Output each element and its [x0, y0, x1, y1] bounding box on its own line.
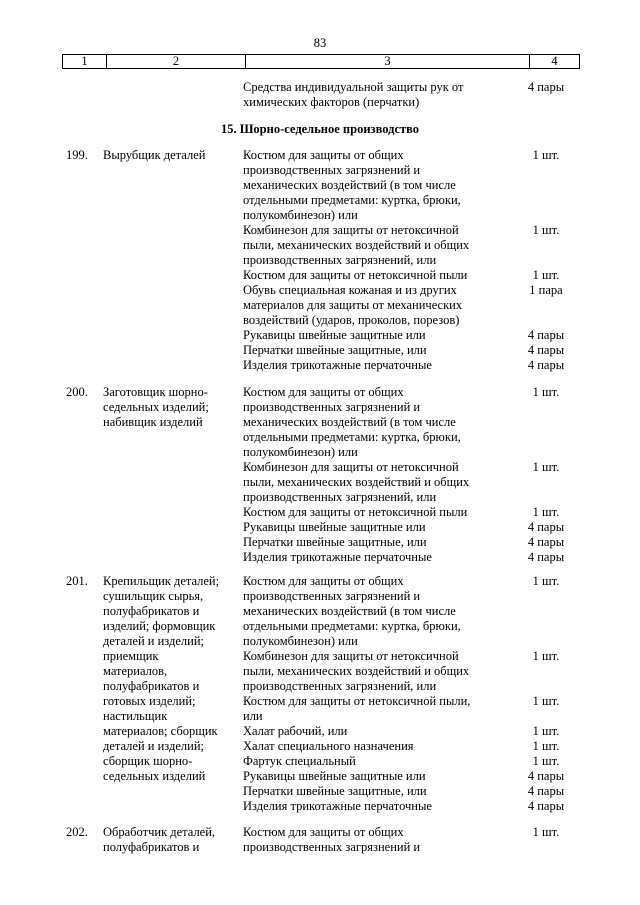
job-title-line: приемщик	[103, 649, 159, 663]
job-title-line: Крепильщик деталей;	[103, 574, 220, 588]
item-description-line: Фартук специальный	[243, 754, 356, 768]
item-description-line: механических воздействий (в том числе	[243, 415, 456, 429]
job-title-line: материалов,	[103, 664, 168, 678]
item-description-line: отдельными предметами: куртка, брюки,	[243, 193, 461, 207]
item-description-line: полукомбинезон) или	[243, 445, 358, 459]
job-title-line: Заготовщик шорно-	[103, 385, 208, 399]
job-title-line: Вырубщик деталей	[103, 148, 206, 162]
item-quantity: 1 пара	[529, 283, 563, 297]
item-description-line: пыли, механических воздействий и общих	[243, 664, 470, 678]
job-title-line: готовых изделий;	[103, 694, 196, 708]
item-quantity: 4 пары	[527, 343, 565, 357]
job-title-line: седельных изделий	[103, 769, 206, 783]
item-description-line: Перчатки швейные защитные, или	[243, 784, 427, 798]
item-quantity: 1 шт.	[532, 460, 560, 474]
job-title-line: седельных изделий;	[103, 400, 209, 414]
job-title-line: деталей и изделий;	[103, 634, 204, 648]
item-description-line: Перчатки швейные защитные, или	[243, 343, 427, 357]
item-description-line: производственных загрязнений и	[243, 163, 421, 177]
page-number: 83	[313, 36, 327, 50]
job-title-line: настильщик	[103, 709, 168, 723]
item-quantity: 4 пары	[527, 799, 565, 813]
job-title-line: изделий; формовщик	[103, 619, 216, 633]
item-description-line: Рукавицы швейные защитные или	[243, 328, 426, 342]
item-quantity: 1 шт.	[532, 385, 560, 399]
item-description-line: пыли, механических воздействий и общих	[243, 475, 470, 489]
item-description-line: Перчатки швейные защитные, или	[243, 535, 427, 549]
section-title: 15. Шорно-седельное производство	[220, 122, 420, 136]
entry-number: 199.	[66, 148, 88, 162]
item-description-line: Халат специального назначения	[243, 739, 414, 753]
item-quantity: 4 пары	[527, 520, 565, 534]
job-title-line: материалов; сборщик	[103, 724, 218, 738]
entry-number: 200.	[66, 385, 88, 399]
item-quantity: 1 шт.	[532, 223, 560, 237]
item-description-line: Костюм для защиты от общих	[243, 385, 404, 399]
item-quantity: 1 шт.	[532, 724, 560, 738]
item-description-line: производственных загрязнений и	[243, 400, 421, 414]
entry-number: 202.	[66, 825, 88, 839]
item-quantity: 4 пары	[527, 535, 565, 549]
item-description-line: производственных загрязнений и	[243, 589, 421, 603]
item-description-line: химических факторов (перчатки)	[243, 95, 420, 109]
item-description-line: полукомбинезон) или	[243, 208, 358, 222]
item-quantity: 1 шт.	[532, 649, 560, 663]
job-title-line: полуфабрикатов и	[103, 840, 200, 854]
job-title-line: деталей и изделий;	[103, 739, 204, 753]
item-description-line: Комбинезон для защиты от нетоксичной	[243, 223, 459, 237]
job-title-line: полуфабрикатов и	[103, 679, 200, 693]
item-description-line: пыли, механических воздействий и общих	[243, 238, 470, 252]
item-quantity: 4 пары	[527, 328, 565, 342]
item-quantity: 1 шт.	[532, 148, 560, 162]
item-description-line: Костюм для защиты от общих	[243, 148, 404, 162]
entry-number: 201.	[66, 574, 88, 588]
item-description-line: производственных загрязнений, или	[243, 253, 437, 267]
item-description-line: Обувь специальная кожаная и из других	[243, 283, 457, 297]
item-description-line: отдельными предметами: куртка, брюки,	[243, 430, 461, 444]
job-title-line: сушильщик сырья,	[103, 589, 204, 603]
item-description-line: Комбинезон для защиты от нетоксичной	[243, 649, 459, 663]
job-title-line: полуфабрикатов и	[103, 604, 200, 618]
item-description-line: Комбинезон для защиты от нетоксичной	[243, 460, 459, 474]
item-description-line: Костюм для защиты от нетоксичной пыли	[243, 268, 468, 282]
item-description-line: или	[243, 709, 263, 723]
item-description-line: производственных загрязнений, или	[243, 490, 437, 504]
item-description-line: производственных загрязнений, или	[243, 679, 437, 693]
column-header-2: 2	[106, 55, 245, 68]
item-description-line: механических воздействий (в том числе	[243, 178, 456, 192]
item-description-line: Средства индивидуальной защиты рук от	[243, 80, 464, 94]
item-quantity: 1 шт.	[532, 574, 560, 588]
item-description-line: Костюм для защиты от нетоксичной пыли,	[243, 694, 471, 708]
item-quantity: 4 пары	[527, 358, 565, 372]
item-quantity: 1 шт.	[532, 268, 560, 282]
item-description-line: материалов для защиты от механических	[243, 298, 463, 312]
item-quantity: 1 шт.	[532, 825, 560, 839]
job-title-line: набивщик изделий	[103, 415, 203, 429]
item-quantity: 4 пары	[527, 80, 565, 94]
item-description-line: Рукавицы швейные защитные или	[243, 769, 426, 783]
item-quantity: 4 пары	[527, 550, 565, 564]
item-description-line: Костюм для защиты от общих	[243, 825, 404, 839]
column-header-4: 4	[529, 55, 579, 68]
item-quantity: 1 шт.	[532, 694, 560, 708]
item-quantity: 1 шт.	[532, 739, 560, 753]
job-title-line: Обработчик деталей,	[103, 825, 216, 839]
column-header-row	[62, 54, 580, 69]
job-title-line: сборщик шорно-	[103, 754, 193, 768]
item-description-line: Халат рабочий, или	[243, 724, 348, 738]
item-description-line: воздействий (ударов, проколов, порезов)	[243, 313, 460, 327]
item-quantity: 4 пары	[527, 769, 565, 783]
column-header-3: 3	[245, 55, 529, 68]
item-description-line: полукомбинезон) или	[243, 634, 358, 648]
item-description-line: Рукавицы швейные защитные или	[243, 520, 426, 534]
item-description-line: отдельными предметами: куртка, брюки,	[243, 619, 461, 633]
item-quantity: 4 пары	[527, 784, 565, 798]
item-quantity: 1 шт.	[532, 754, 560, 768]
item-description-line: Изделия трикотажные перчаточные	[243, 550, 432, 564]
item-description-line: механических воздействий (в том числе	[243, 604, 456, 618]
item-description-line: Изделия трикотажные перчаточные	[243, 799, 432, 813]
item-description-line: производственных загрязнений и	[243, 840, 421, 854]
column-header-1: 1	[81, 54, 88, 68]
item-quantity: 1 шт.	[532, 505, 560, 519]
item-description-line: Костюм для защиты от нетоксичной пыли	[243, 505, 468, 519]
item-description-line: Костюм для защиты от общих	[243, 574, 404, 588]
item-description-line: Изделия трикотажные перчаточные	[243, 358, 432, 372]
